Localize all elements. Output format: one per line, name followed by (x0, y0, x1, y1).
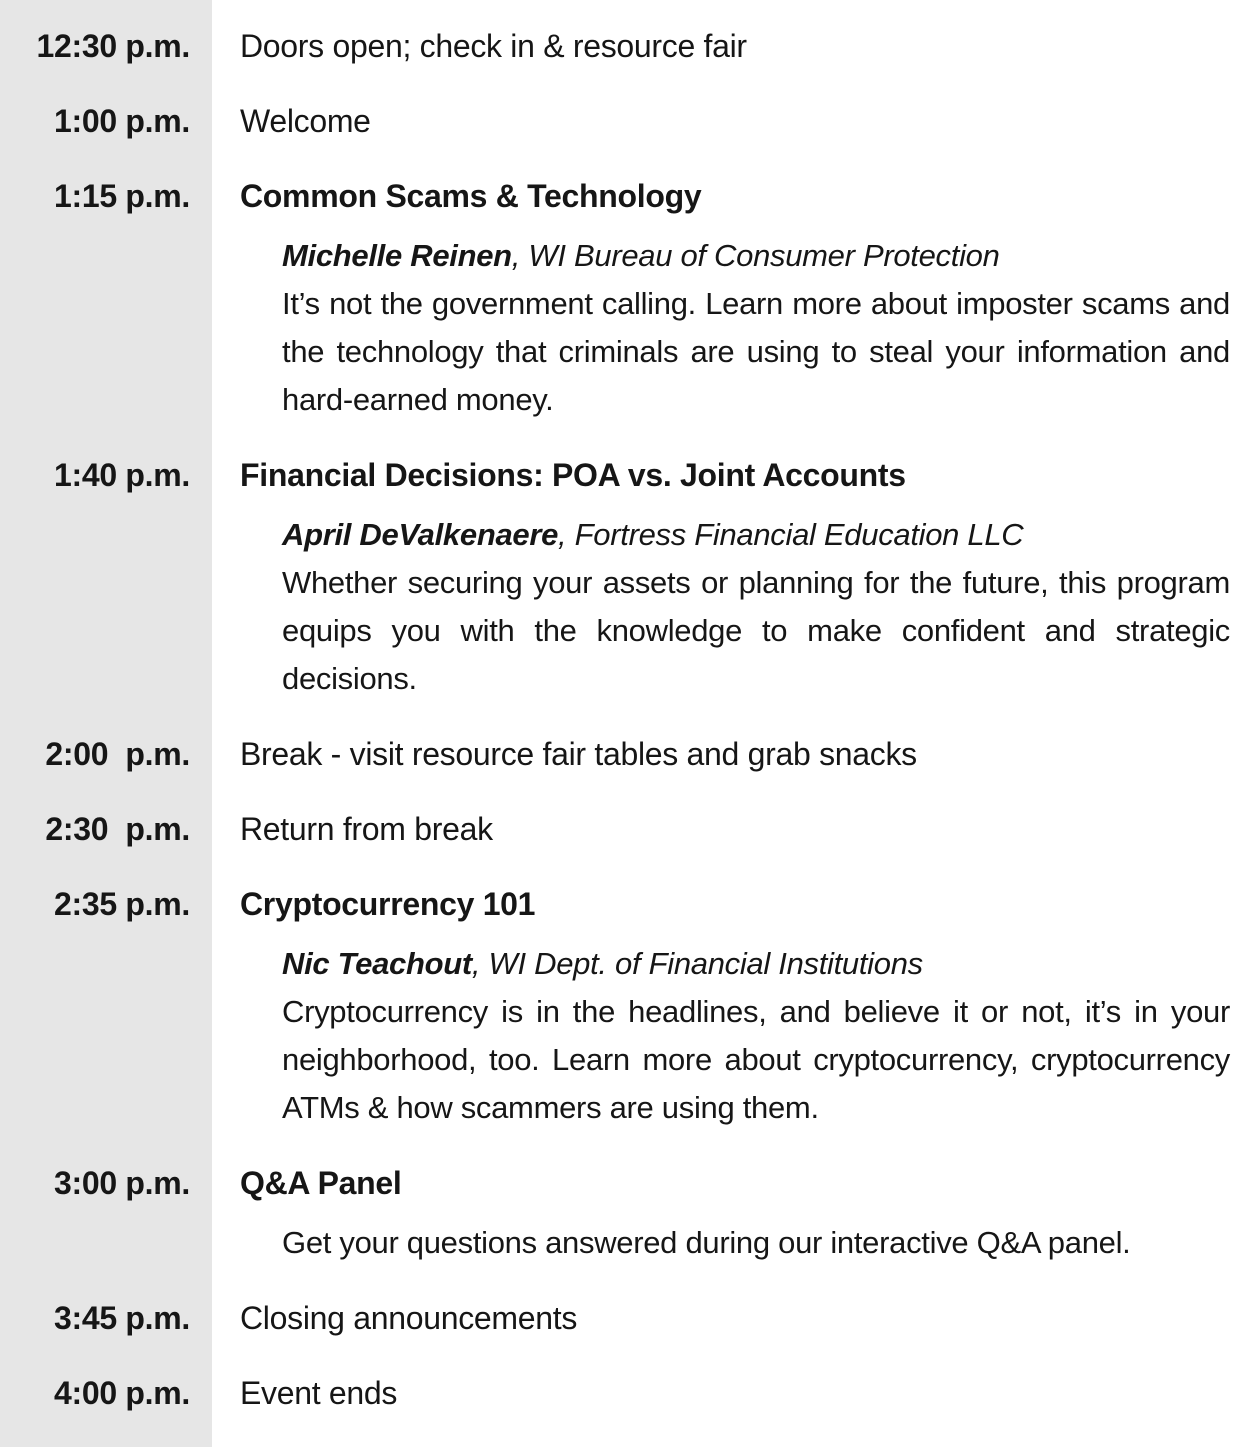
schedule-list (0, 22, 1230, 1417)
session-details (282, 940, 1230, 1132)
schedule-row (0, 97, 1230, 145)
event-title: Return from break (240, 811, 493, 847)
schedule-row (0, 172, 1230, 424)
schedule-row (0, 1369, 1230, 1417)
time-label: 3:45 p.m. (53, 1300, 190, 1336)
time-label: 12:30 p.m. (36, 28, 190, 64)
event-title: Break - visit resource fair tables and grab snacks (240, 736, 917, 772)
schedule-row (0, 451, 1230, 703)
row-content (212, 172, 1230, 424)
event-description: Get your questions answered during our interactive Q&A panel. (282, 1225, 1131, 1260)
time-label: 1:00 p.m. (53, 103, 190, 139)
row-content (212, 97, 1230, 145)
session-details (282, 1219, 1230, 1267)
time-label: 2:30 p.m. (45, 811, 190, 847)
time-label: 4:00 p.m. (53, 1375, 190, 1411)
time-label: 3:00 p.m. (53, 1165, 190, 1201)
row-content (212, 1159, 1230, 1267)
speaker-affiliation: , Fortress Financial Education LLC (558, 517, 1024, 552)
event-title: Welcome (240, 103, 371, 139)
schedule-row (0, 1294, 1230, 1342)
row-content (212, 805, 1230, 853)
time-label: 1:15 p.m. (53, 178, 190, 214)
event-title: Closing announcements (240, 1300, 578, 1336)
event-title: Event ends (240, 1375, 398, 1411)
session-details (282, 511, 1230, 703)
event-title: Financial Decisions: POA vs. Joint Accounts (240, 457, 906, 493)
time-label: 2:35 p.m. (53, 886, 190, 922)
event-title: Q&A Panel (240, 1165, 402, 1201)
speaker-affiliation: , WI Bureau of Consumer Protection (511, 238, 1000, 273)
speaker-name: April DeValkenaere (282, 517, 559, 552)
session-details (282, 232, 1230, 424)
event-title: Common Scams & Technology (240, 178, 702, 214)
schedule-row (0, 805, 1230, 853)
time-label: 1:40 p.m. (53, 457, 190, 493)
row-content (212, 22, 1230, 70)
speaker-name: Nic Teachout (282, 946, 472, 981)
row-content (212, 1294, 1230, 1342)
row-content (212, 730, 1230, 778)
row-content (212, 1369, 1230, 1417)
event-description: Whether securing your assets or planning for the future, this program equips you with the knowledge to make confident and strategic decisions. (282, 565, 1230, 696)
event-description: It’s not the government calling. Learn more about imposter scams and the technology that criminals are using to steal your information and hard-earned money. (282, 286, 1230, 417)
speaker-line (282, 940, 1230, 988)
event-description: Cryptocurrency is in the headlines, and believe it or not, it’s in your neighborhood, too. Learn more about cryptocurrency, cryptocurrency ATMs & how scammers are using them. (282, 994, 1230, 1125)
event-title: Doors open; check in & resource fair (240, 28, 747, 64)
time-label: 2:00 p.m. (45, 736, 190, 772)
schedule-row (0, 880, 1230, 1132)
schedule-row (0, 22, 1230, 70)
speaker-line (282, 511, 1230, 559)
speaker-affiliation: , WI Dept. of Financial Institutions (471, 946, 923, 981)
row-content (212, 880, 1230, 1132)
speaker-line (282, 232, 1230, 280)
schedule-row (0, 1159, 1230, 1267)
event-title: Cryptocurrency 101 (240, 886, 536, 922)
speaker-name: Michelle Reinen (282, 238, 512, 273)
schedule-row (0, 730, 1230, 778)
row-content (212, 451, 1230, 703)
